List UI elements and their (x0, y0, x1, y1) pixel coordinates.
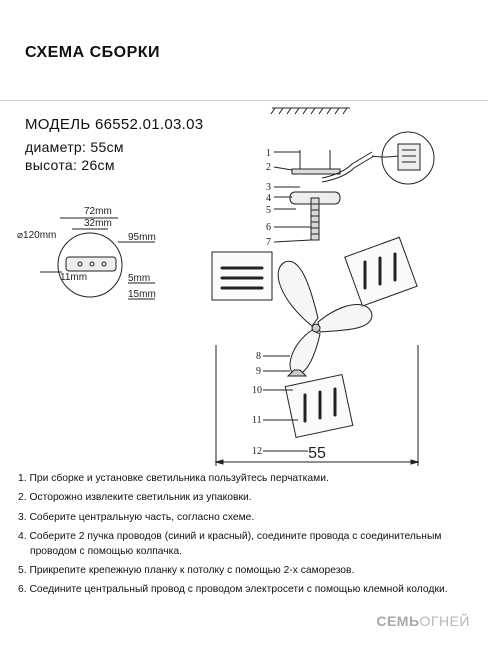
part-label-8: 8 (256, 351, 261, 362)
part-label-3: 3 (266, 182, 271, 193)
instruction-item: 5. Прикрепите крепежную планку к потолку с помощью 2-х саморезов. (18, 565, 355, 577)
part-label-9: 9 (256, 366, 261, 377)
instructions-list (18, 472, 478, 603)
part-label-11: 11 (252, 415, 262, 426)
brand-logo: СЕМЬОГНЕЙ (376, 613, 470, 629)
part-label-2: 2 (266, 162, 271, 173)
diameter-spec: диаметр: 55см (25, 139, 124, 155)
model-number: МОДЕЛЬ 66552.01.03.03 (25, 116, 204, 133)
ceiling-hatch (271, 108, 350, 114)
overall-dimension-label: 55 (308, 445, 326, 462)
part-label-7: 7 (266, 237, 271, 248)
part-label-10: 10 (252, 385, 262, 396)
mount-detail (40, 218, 155, 299)
part-label-5: 5 (266, 205, 271, 216)
height-spec: высота: 26см (25, 157, 115, 173)
part-label-12: 12 (252, 446, 262, 457)
dim-15: 15mm (128, 289, 156, 300)
dim-72: 72mm (84, 206, 112, 217)
wire-connector-detail (372, 132, 434, 184)
instruction-item: 3. Соберите центральную часть, согласно схеме. (18, 511, 255, 523)
page-title: СХЕМА СБОРКИ (25, 44, 161, 61)
dim-d120: ⌀120mm (17, 230, 57, 241)
part-label-4: 4 (266, 193, 271, 204)
instruction-item: 6. Соедините центральный провод с проводом электросети с помощью клемной колодки. (18, 584, 448, 596)
part-label-6: 6 (266, 222, 271, 233)
part-label-1: 1 (266, 148, 271, 159)
instruction-item: 1. При сборке и установке светильника пользуйтесь перчатками. (18, 473, 329, 484)
dim-11: 11mm (60, 272, 88, 283)
dim-5: 5mm (128, 273, 151, 284)
dim-95: 95mm (128, 232, 156, 243)
instruction-item: 4. Соберите 2 пучка проводов (синий и красный), соедините провода с соединительным проводом с помощью колпачка. (18, 531, 442, 557)
instruction-item: 2. Осторожно извлеките светильник из упаковки. (18, 492, 252, 504)
dim-32: 32mm (84, 218, 112, 229)
